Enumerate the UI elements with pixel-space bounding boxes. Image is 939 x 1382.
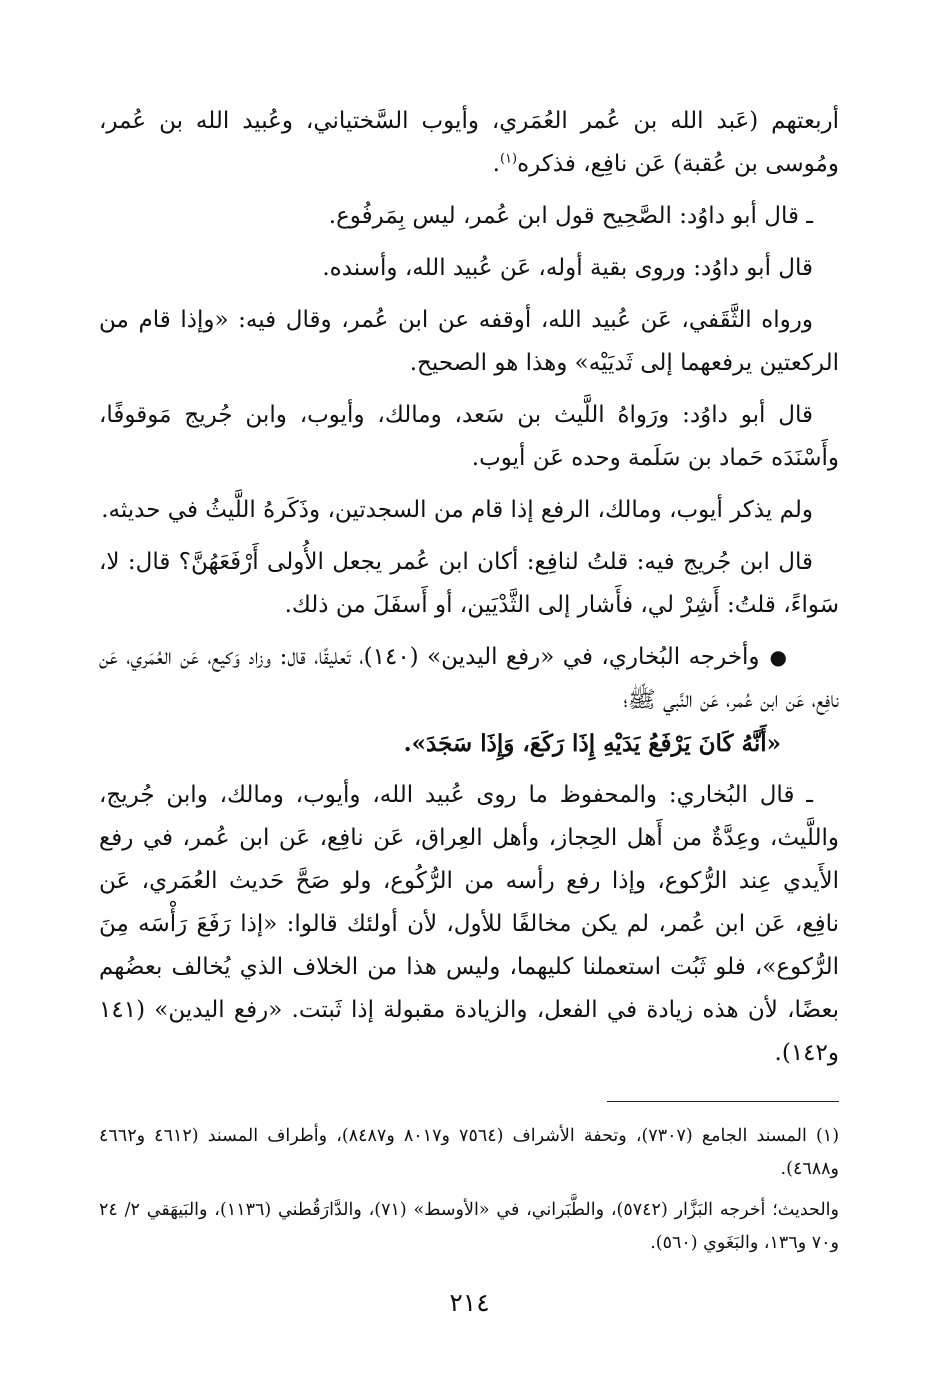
paragraph-abu-dawud-3: قال أبو داوُد: ورَواهُ اللَّيث بن سَعد، ومالك، وأيوب، وابن جُريج مَوقوفًا، وأَسْنَدَه حَماد بن سَلَمة وحده عَن أيوب.: [99, 402, 839, 471]
paragraph-bukhari-takhrij: [99, 636, 839, 722]
paragraph-narrators: أربعتهم (عَبد الله بن عُمر العُمَري، وأيوب السَّختياني، وعُبيد الله بن عُمر، ومُوسى بن عُقبة) عَن نافِع، فذكره$^{(١)}$.: [99, 108, 839, 177]
main-text: [99, 100, 839, 1075]
footnote-divider: [607, 1101, 839, 1102]
page-number: ٢١٤: [449, 1288, 490, 1317]
paragraph-abu-dawud-1: ـ قال أبو داوُد: الصَّحِيح قول ابن عُمر، ليس بِمَرفُوع.: [328, 203, 813, 229]
paragraph-sajdatayn: ولم يذكر أيوب، ومالك، الرفع إذا قام من السجدتين، وذَكَرهُ اللَّيثُ في حديثه.: [101, 497, 813, 523]
paragraph-bukhari-comment: ـ قال البُخاري: والمحفوظ ما روى عُبيد الله، وأيوب، ومالك، وابن جُريج، واللَّيث، وعِدَّةٌ من أَهل الحِجاز، وأهل العِراق، عَن نافِع، عَن ابن عُمر، في رفع الأَيدي عِند الرُّكوع، وإذا رفع رأسه من الرُّكُوع، ولو صَحَّ حَديث العُمَري، عَن نافِع، عَن ابن عُمر، لم يكن مخالفًا للأول، لأن أولئك قالوا: «إذا رَفَعَ رَأْسَه مِنَ الرُّكوع»، فلو ثَبُت استعملنا كليهما، وليس هذا من الخلاف الذي يُخالف بعضُهم بعضًا، لأن هذه زيادة في الفعل، والزيادة مقبولة إذا ثَبتت. «رفع اليدين» (١٤١ و١٤٢).: [99, 782, 839, 1066]
footnote-2: والحديث؛ أخرجه البَزَّار (٥٧٤٢)، والطَّبَراني، في «الأوسط» (٧١)، والدَّارَقُطني (١١٣٦)، والبَيهَقي ٢/ ٢٤ و٧٠ و١٣٦، والبَغَوي (٥٦٠).: [99, 1200, 839, 1253]
paragraph-thaqafi: ورواه الثَّقَفي، عَن عُبيد الله، أوقفه عن ابن عُمر، وقال فيه: «وإذا قام من الركعتين يرفعهما إلى ثَديَيْه» وهذا هو الصحيح.: [99, 307, 839, 376]
hadith-quote: «أَنَّهُ كَانَ يَرْفَعُ يَدَيْهِ إِذَا رَكَعَ، وَإِذَا سَجَدَ».: [403, 730, 781, 757]
footnotes: [99, 1120, 839, 1260]
paragraph-abu-dawud-2: قال أبو داوُد: وروى بقية أوله، عَن عُبيد الله، وأسنده.: [322, 255, 813, 281]
paragraph-text: وأخرجه البُخاري، في «رفع اليدين» (١٤٠)، تَعليقًا، قال: وزاد وَكيع، عَن العُمَري، عَن نافِع، عَن ابن عُمر، عَن النَّبي ﷺ؛: [99, 644, 839, 713]
footnote-1: (١) المسند الجامع (٧٣٠٧)، وتحفة الأشراف (٧٥٦٤ و٨٠١٧ و٨٤٨٧)، وأطراف المسند (٤٦١٢ و٤٦٦٢ و٤٦٨٨).: [99, 1126, 840, 1179]
bullet-icon: ●: [769, 645, 787, 669]
page-content: [99, 100, 839, 1322]
footnote-ref: (١): [499, 151, 518, 167]
paragraph-ibn-jurayj: قال ابن جُريج فيه: قلتُ لنافِع: أكان ابن عُمر يجعل الأُولى أَرْفَعَهُنَّ؟ قال: لا، سَواءً، قلتُ: أَشِرْ لي، فأَشار إلى الثَّدْيَين، أو أَسفَلَ من ذلك.: [99, 549, 839, 618]
paragraph-text: أربعتهم (عَبد الله بن عُمر العُمَري، وأيوب السَّختياني، وعُبيد الله بن عُمر، ومُوسى بن عُقبة) عَن نافِع، فذكره: [99, 108, 839, 177]
